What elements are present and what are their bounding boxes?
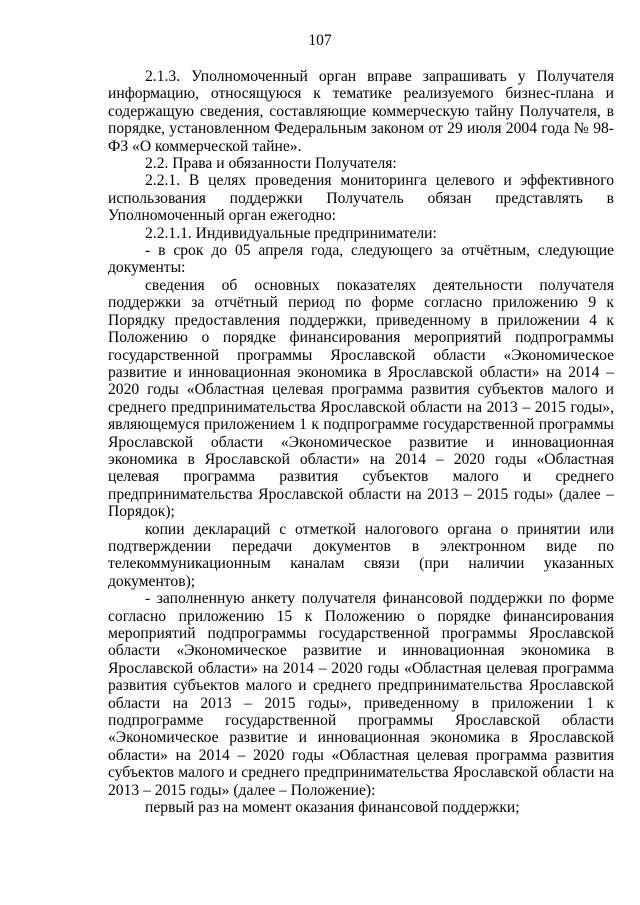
paragraph-2-1-3: 2.1.3. Уполномоченный орган вправе запрашивать у Получателя информацию, относящуюся к тематике реализуемого бизнес-плана и содержащую сведения, составляющие коммерческую тайну Получателя, в порядке, установленном Федеральным законом от 29 июля 2004 года № 98-ФЗ «О коммерческой тайне». (108, 68, 614, 155)
paragraph-first-time: первый раз на момент оказания финансовой поддержки; (145, 799, 520, 817)
paragraph-questionnaire: - заполненную анкету получателя финансовой поддержки по форме согласно приложению 15 к Положению о порядке финансирования мероприятий подпрограммы государственной программы Ярославской области «Экономическое развитие и инновационная экономика в Ярославской области» на 2014 – 2020 годы «Областная целевая программа развития субъектов малого и среднего предпринимательства Ярославской области на 2013 – 2015 годы», приведенному в приложении 1 к подпрограмме государственной программы Ярославской области «Экономическое развитие и инновационная экономика в Ярославской области» на 2014 – 2020 годы «Областная целевая программа развития субъектов малого и среднего предпринимательства Ярославской области на 2013 – 2015 годы» (далее – Положение): (108, 590, 614, 799)
paragraph-declaration-copies: копии деклараций с отметкой налогового органа о принятии или подтверждении передачи документов в электронном виде по телекоммуникационным каналам связи (при наличии указанных документов); (108, 520, 614, 590)
paragraph-deadline-item: - в срок до 05 апреля года, следующего за отчётным, следующие документы: (108, 242, 614, 277)
paragraph-2-2-1: 2.2.1. В целях проведения мониторинга целевого и эффективного использования поддержки Получатель обязан представлять в Уполномоченный орган ежегодно: (108, 172, 614, 225)
document-body (108, 68, 614, 816)
paragraph-2-2-1-1: 2.2.1.1. Индивидуальные предприниматели: (145, 224, 437, 242)
paragraph-2-2-heading: 2.2. Права и обязанности Получателя: (145, 155, 397, 173)
page-number: 107 (308, 32, 332, 49)
paragraph-indicators-info: сведения об основных показателях деятельности получателя поддержки за отчётный период по форме согласно приложению 9 к Порядку предоставления поддержки, приведенному в приложении 4 к Положению о порядке финансирования мероприятий подпрограммы государственной программы Ярославской области «Экономическое развитие и инновационная экономика в Ярославской области» на 2014 – 2020 годы «Областная целевая программа развития субъектов малого и среднего предпринимательства Ярославской области на 2013 – 2015 годы», являющемуся приложением 1 к подпрограмме государственной программы Ярославской области «Экономическое развитие и инновационная экономика в Ярославской области» на 2014 – 2020 годы «Областная целевая программа развития субъектов малого и среднего предпринимательства Ярославской области на 2013 – 2015 годы» (далее – Порядок); (108, 276, 614, 521)
